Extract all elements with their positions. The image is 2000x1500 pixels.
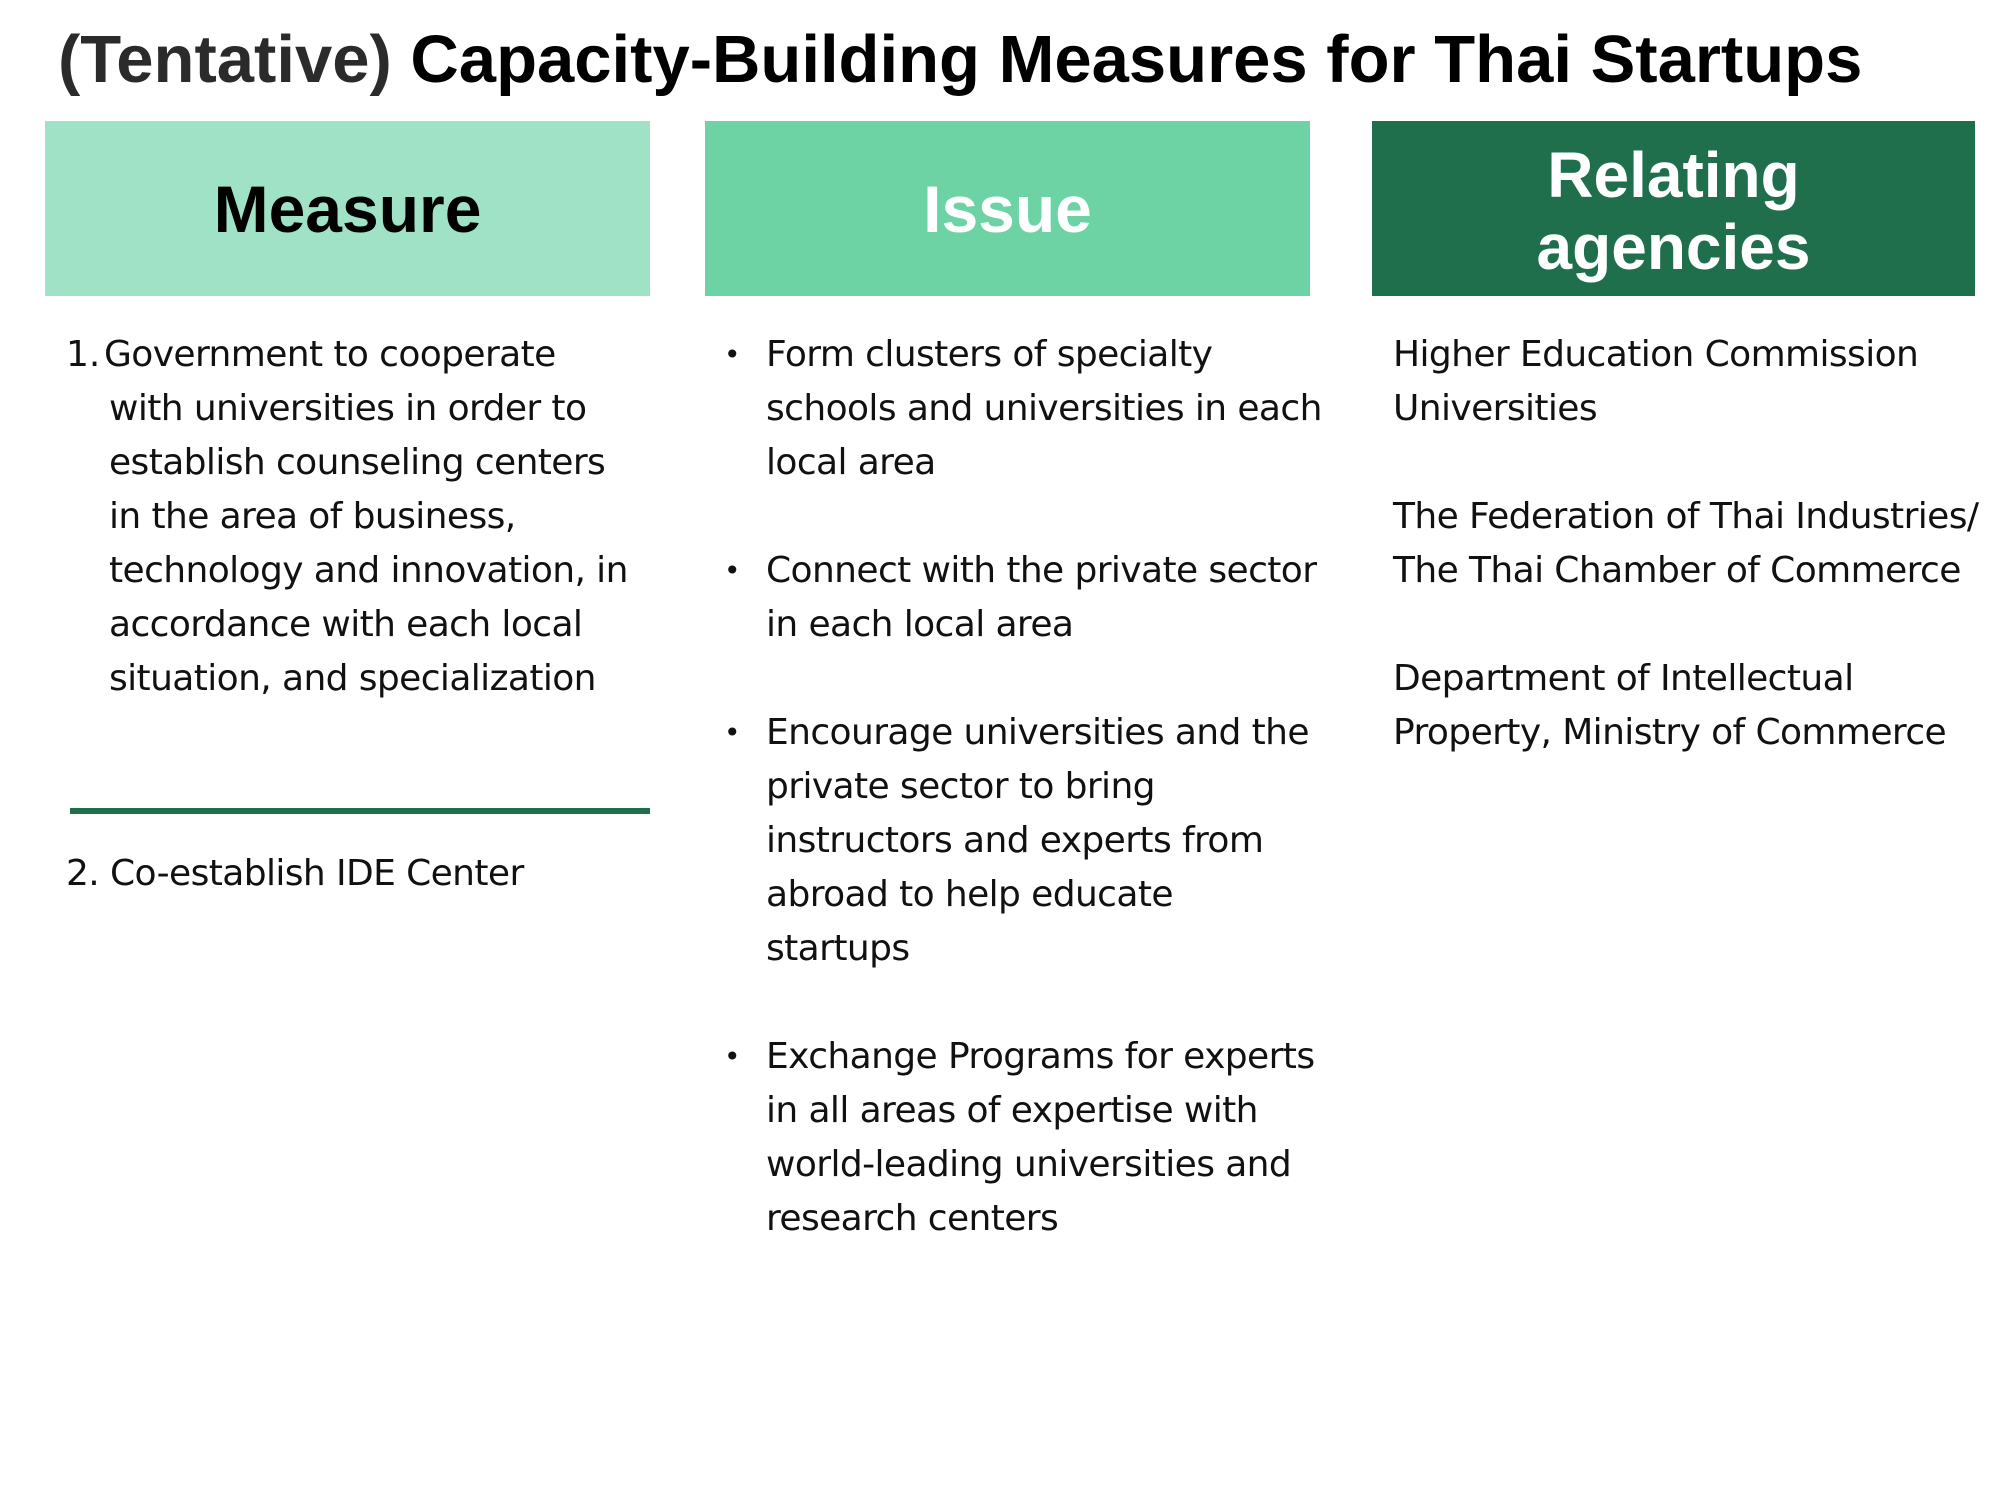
issue-item bbox=[722, 328, 1322, 490]
measure-item-1 bbox=[66, 328, 636, 706]
issue-column-header bbox=[705, 121, 1310, 296]
bullet-icon: • bbox=[724, 554, 740, 587]
bullet-icon: • bbox=[724, 716, 740, 749]
title-main: Capacity-Building Measures for Thai Startups bbox=[410, 22, 1863, 97]
issue-list bbox=[722, 328, 1322, 1246]
agency-item: Department of Intellectual Property, Ministry of Commerce bbox=[1393, 658, 1947, 753]
issue-header-label: Issue bbox=[923, 171, 1092, 246]
measure-item-number: 2. bbox=[66, 853, 100, 894]
issue-item-text: Form clusters of specialty schools and universities in each local area bbox=[766, 334, 1322, 483]
measure-item-2 bbox=[66, 847, 646, 901]
issue-item-text: Connect with the private sector in each local area bbox=[766, 550, 1317, 645]
agencies-header-label bbox=[1537, 139, 1811, 283]
measure-item-number: 1. bbox=[66, 334, 101, 375]
agency-item: The Federation of Thai Industries/ The Thai Chamber of Commerce bbox=[1393, 496, 1979, 591]
measure-header-label: Measure bbox=[213, 171, 482, 246]
agency-list bbox=[1393, 328, 1983, 760]
measure-column-header bbox=[45, 121, 650, 296]
agencies-header-line-2: agencies bbox=[1536, 210, 1811, 283]
bullet-icon: • bbox=[724, 1040, 740, 1073]
issue-item bbox=[722, 1030, 1322, 1246]
issue-item bbox=[722, 544, 1322, 652]
measure-divider bbox=[70, 808, 650, 814]
measure-item-text: Government to cooperate with universities in order to establish counseling centers in the area of business, technology and innovation, in accordance with each local situation, and specialization bbox=[104, 334, 628, 699]
bullet-icon: • bbox=[724, 338, 740, 371]
agencies-column-header bbox=[1372, 121, 1975, 296]
agency-item: Higher Education Commission Universities bbox=[1393, 334, 1919, 429]
agencies-header-line-1: Relating bbox=[1547, 138, 1800, 211]
issue-item bbox=[722, 706, 1322, 976]
measure-item-text: Co-establish IDE Center bbox=[110, 853, 524, 894]
issue-item-text: Encourage universities and the private sector to bring instructors and experts from abroad to help educate startups bbox=[766, 712, 1309, 969]
title-prefix: (Tentative) bbox=[58, 22, 392, 97]
issue-item-text: Exchange Programs for experts in all areas of expertise with world-leading universities and research centers bbox=[766, 1036, 1315, 1239]
page-title bbox=[58, 18, 1978, 102]
